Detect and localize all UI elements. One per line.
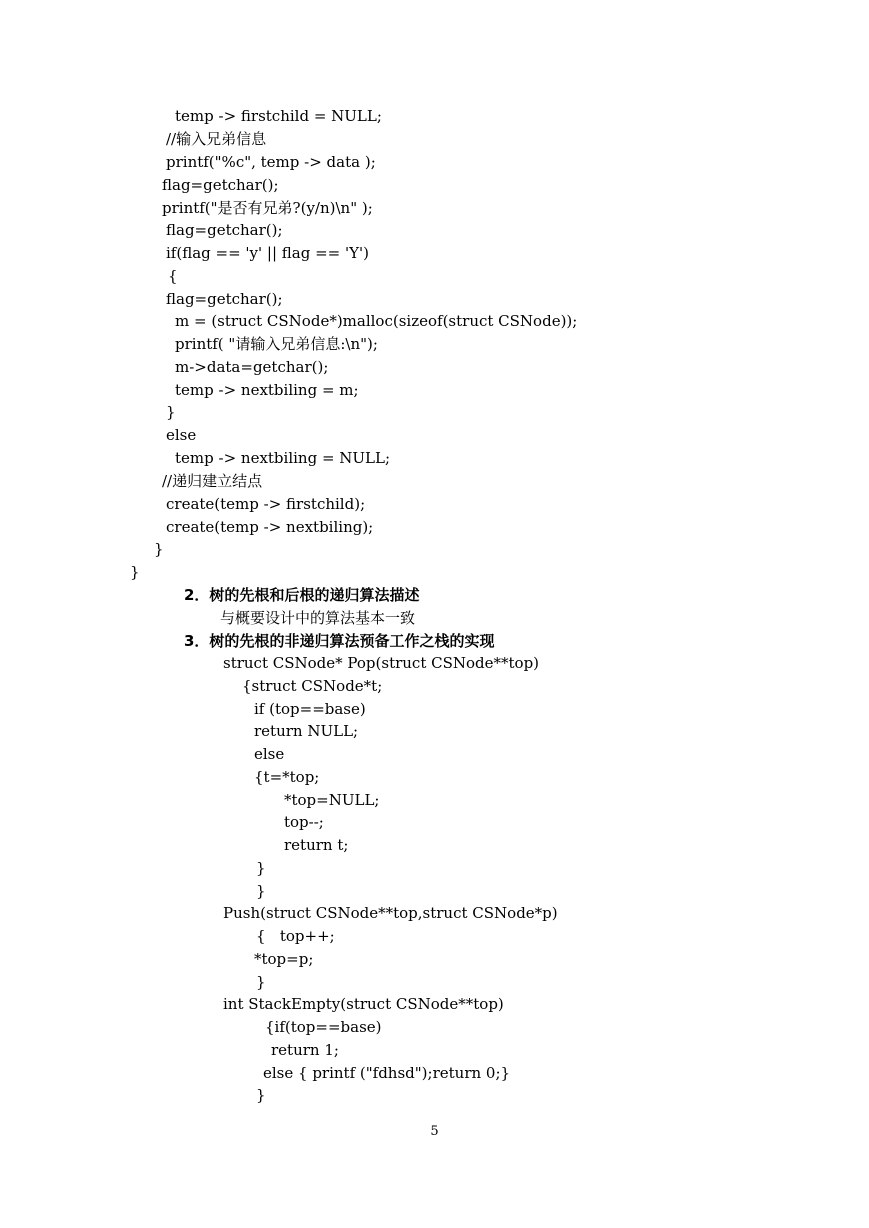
code-line: m->data=getchar(); bbox=[175, 358, 329, 376]
code-line: } bbox=[130, 563, 140, 581]
code-line: flag=getchar(); bbox=[166, 290, 283, 308]
code-line: } bbox=[256, 882, 266, 900]
code-line: temp -> nextbiling = NULL; bbox=[175, 449, 391, 467]
code-line: if (top==base) bbox=[254, 700, 366, 718]
section-heading: 2．树的先根和后根的递归算法描述 bbox=[184, 586, 420, 604]
code-comment: //输入兄弟信息 bbox=[166, 130, 267, 148]
code-line: *top=p; bbox=[254, 950, 314, 968]
code-line: {struct CSNode*t; bbox=[242, 677, 383, 695]
code-line: *top=NULL; bbox=[284, 791, 380, 809]
code-line: int StackEmpty(struct CSNode**top) bbox=[223, 995, 504, 1013]
code-line: {t=*top; bbox=[254, 768, 320, 786]
code-line: temp -> nextbiling = m; bbox=[175, 381, 359, 399]
code-line: create(temp -> nextbiling); bbox=[166, 518, 374, 536]
page-number: 5 bbox=[430, 1124, 439, 1139]
code-line: { bbox=[168, 267, 178, 285]
section-body: 与概要设计中的算法基本一致 bbox=[220, 609, 416, 627]
code-line: else bbox=[166, 426, 197, 444]
code-line: else { printf ("fdhsd");return 0;} bbox=[263, 1064, 511, 1082]
code-line: printf("%c", temp -> data ); bbox=[166, 153, 376, 171]
code-line: printf("是否有兄弟?(y/n)\n" ); bbox=[162, 199, 373, 217]
code-line: return t; bbox=[284, 836, 349, 854]
code-line: } bbox=[154, 540, 164, 558]
code-line: Push(struct CSNode**top,struct CSNode*p) bbox=[223, 904, 558, 922]
code-line: flag=getchar(); bbox=[166, 221, 283, 239]
code-line: return 1; bbox=[271, 1041, 339, 1059]
code-line: } bbox=[256, 973, 266, 991]
code-line: top--; bbox=[284, 813, 324, 831]
code-line: } bbox=[256, 859, 266, 877]
code-line: } bbox=[256, 1086, 266, 1104]
code-line: { top++; bbox=[256, 927, 335, 945]
code-line: flag=getchar(); bbox=[162, 176, 279, 194]
code-comment: //递归建立结点 bbox=[162, 472, 263, 490]
code-line: if(flag == 'y' || flag == 'Y') bbox=[166, 244, 370, 262]
code-line: else bbox=[254, 745, 285, 763]
code-line: m = (struct CSNode*)malloc(sizeof(struct CSNode)); bbox=[175, 312, 578, 330]
code-line: } bbox=[166, 403, 176, 421]
code-line: return NULL; bbox=[254, 722, 359, 740]
code-line: struct CSNode* Pop(struct CSNode**top) bbox=[223, 654, 540, 672]
code-line: temp -> firstchild = NULL; bbox=[175, 107, 382, 125]
code-line: printf( "请输入兄弟信息:\n"); bbox=[175, 335, 378, 353]
code-line: {if(top==base) bbox=[265, 1018, 382, 1036]
section-heading: 3．树的先根的非递归算法预备工作之栈的实现 bbox=[184, 632, 495, 650]
code-line: create(temp -> firstchild); bbox=[166, 495, 366, 513]
